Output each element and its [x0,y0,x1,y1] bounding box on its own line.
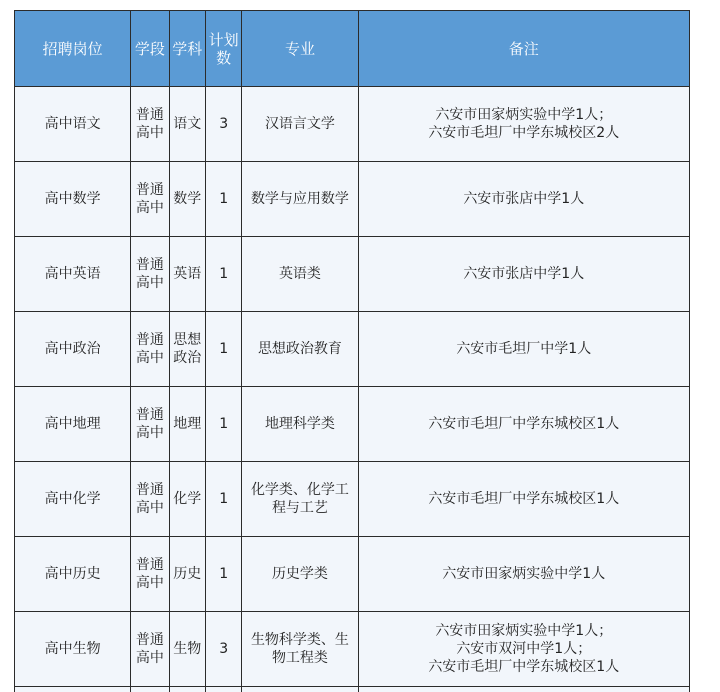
major-cell [242,537,358,612]
post-cell: 高中化学 [15,462,131,537]
major-cell [242,162,358,237]
empty-cell [205,687,241,692]
note-cell [358,237,689,312]
plan-cell: 1 [205,387,241,462]
stage-cell-line: 普通 [135,482,164,498]
stage-cell [131,312,169,387]
header-major: 专业 [242,11,358,87]
post-cell: 高中数学 [15,162,131,237]
table-row [15,462,690,537]
major-cell-line: 英语类 [278,266,321,282]
note-cell [358,312,689,387]
post-cell: 高中语文 [15,87,131,162]
empty-cell [131,687,169,692]
table-row [15,162,690,237]
empty-cell [242,687,358,692]
stage-cell-line: 普通 [135,182,164,198]
post-cell: 高中生物 [15,612,131,687]
table-row [15,237,690,312]
stage-cell [131,462,169,537]
subject-cell-line: 历史 [173,566,202,582]
subject-cell-line: 英语 [173,266,202,282]
major-cell-line: 地理科学类 [264,416,335,432]
plan-cell: 1 [205,462,241,537]
major-cell-line: 物工程类 [271,650,328,666]
subject-cell-line: 政治 [173,350,202,366]
stage-cell-line: 高中 [135,350,164,366]
plan-cell: 1 [205,162,241,237]
note-cell-line: 六安市毛坦厂中学东城校区1人 [428,416,620,432]
note-cell [358,537,689,612]
plan-cell: 1 [205,237,241,312]
header-stage: 学段 [131,11,169,87]
major-cell [242,312,358,387]
major-cell [242,237,358,312]
table-row [15,87,690,162]
major-cell [242,612,358,687]
note-cell-line: 六安市田家炳实验中学1人 [442,566,606,582]
subject-cell-line: 思想 [173,332,202,348]
note-cell-line: 六安市田家炳实验中学1人； [435,107,613,123]
subject-cell [169,612,205,687]
subject-cell-line: 生物 [173,641,202,657]
note-cell-line: 六安市双河中学1人； [456,641,592,657]
stage-cell-line: 高中 [135,575,164,591]
note-cell-line: 六安市田家炳实验中学1人； [435,623,613,639]
major-cell-line: 生物科学类、生 [250,632,349,648]
post-cell: 高中英语 [15,237,131,312]
stage-cell-line: 高中 [135,500,164,516]
empty-cell [358,687,689,692]
major-cell-line: 化学类、化学工 [250,482,349,498]
subject-cell-line: 化学 [173,491,202,507]
note-cell-line: 六安市张店中学1人 [463,266,585,282]
note-cell [358,387,689,462]
major-cell [242,387,358,462]
empty-cell [15,687,131,692]
subject-cell-line: 语文 [173,116,202,132]
table-row [15,537,690,612]
header-subject: 学科 [169,11,205,87]
stage-cell-line: 高中 [135,125,164,141]
subject-cell [169,387,205,462]
major-cell [242,87,358,162]
stage-cell-line: 普通 [135,632,164,648]
post-cell: 高中政治 [15,312,131,387]
stage-cell-line: 普通 [135,332,164,348]
stage-cell [131,387,169,462]
stage-cell [131,237,169,312]
subject-cell [169,537,205,612]
stage-cell-line: 普通 [135,107,164,123]
post-cell: 高中历史 [15,537,131,612]
stage-cell [131,162,169,237]
header-plan-line-2: 数 [216,48,232,67]
note-cell-line: 六安市毛坦厂中学东城校区2人 [428,125,620,141]
subject-cell [169,162,205,237]
stage-cell-line: 普通 [135,407,164,423]
major-cell [242,462,358,537]
post-cell: 高中地理 [15,387,131,462]
subject-cell [169,237,205,312]
subject-cell [169,462,205,537]
header-note: 备注 [358,11,689,87]
header-post: 招聘岗位 [15,11,131,87]
stage-cell-line: 普通 [135,557,164,573]
empty-cell [169,687,205,692]
subject-cell-line: 数学 [173,191,202,207]
table-header-row [15,11,690,87]
note-cell [358,462,689,537]
major-cell-line: 数学与应用数学 [250,191,349,207]
header-plan-line-1: 计划 [208,30,239,49]
note-cell [358,612,689,687]
note-cell [358,162,689,237]
stage-cell-line: 高中 [135,650,164,666]
note-cell-line: 六安市张店中学1人 [463,191,585,207]
plan-cell: 1 [205,537,241,612]
plan-cell: 3 [205,612,241,687]
note-cell [358,87,689,162]
header-plan [205,11,241,87]
major-cell-line: 程与工艺 [271,500,328,516]
plan-cell: 1 [205,312,241,387]
note-cell-line: 六安市毛坦厂中学1人 [456,341,592,357]
recruitment-table-container [14,10,690,692]
stage-cell [131,537,169,612]
subject-cell-line: 地理 [173,416,202,432]
table-row [15,312,690,387]
table-body [15,87,690,692]
note-cell-line: 六安市毛坦厂中学东城校区1人 [428,491,620,507]
major-cell-line: 汉语言文学 [264,116,335,132]
recruitment-table [14,10,690,692]
table-row [15,612,690,687]
plan-cell: 3 [205,87,241,162]
stage-cell-line: 高中 [135,425,164,441]
table-row [15,387,690,462]
subject-cell [169,87,205,162]
stage-cell-line: 高中 [135,200,164,216]
stage-cell-line: 普通 [135,257,164,273]
note-cell-line: 六安市毛坦厂中学东城校区1人 [428,659,620,675]
stage-cell [131,87,169,162]
major-cell-line: 历史学类 [271,566,328,582]
table-row-partial [15,687,690,692]
stage-cell [131,612,169,687]
subject-cell [169,312,205,387]
stage-cell-line: 高中 [135,275,164,291]
major-cell-line: 思想政治教育 [257,341,342,357]
